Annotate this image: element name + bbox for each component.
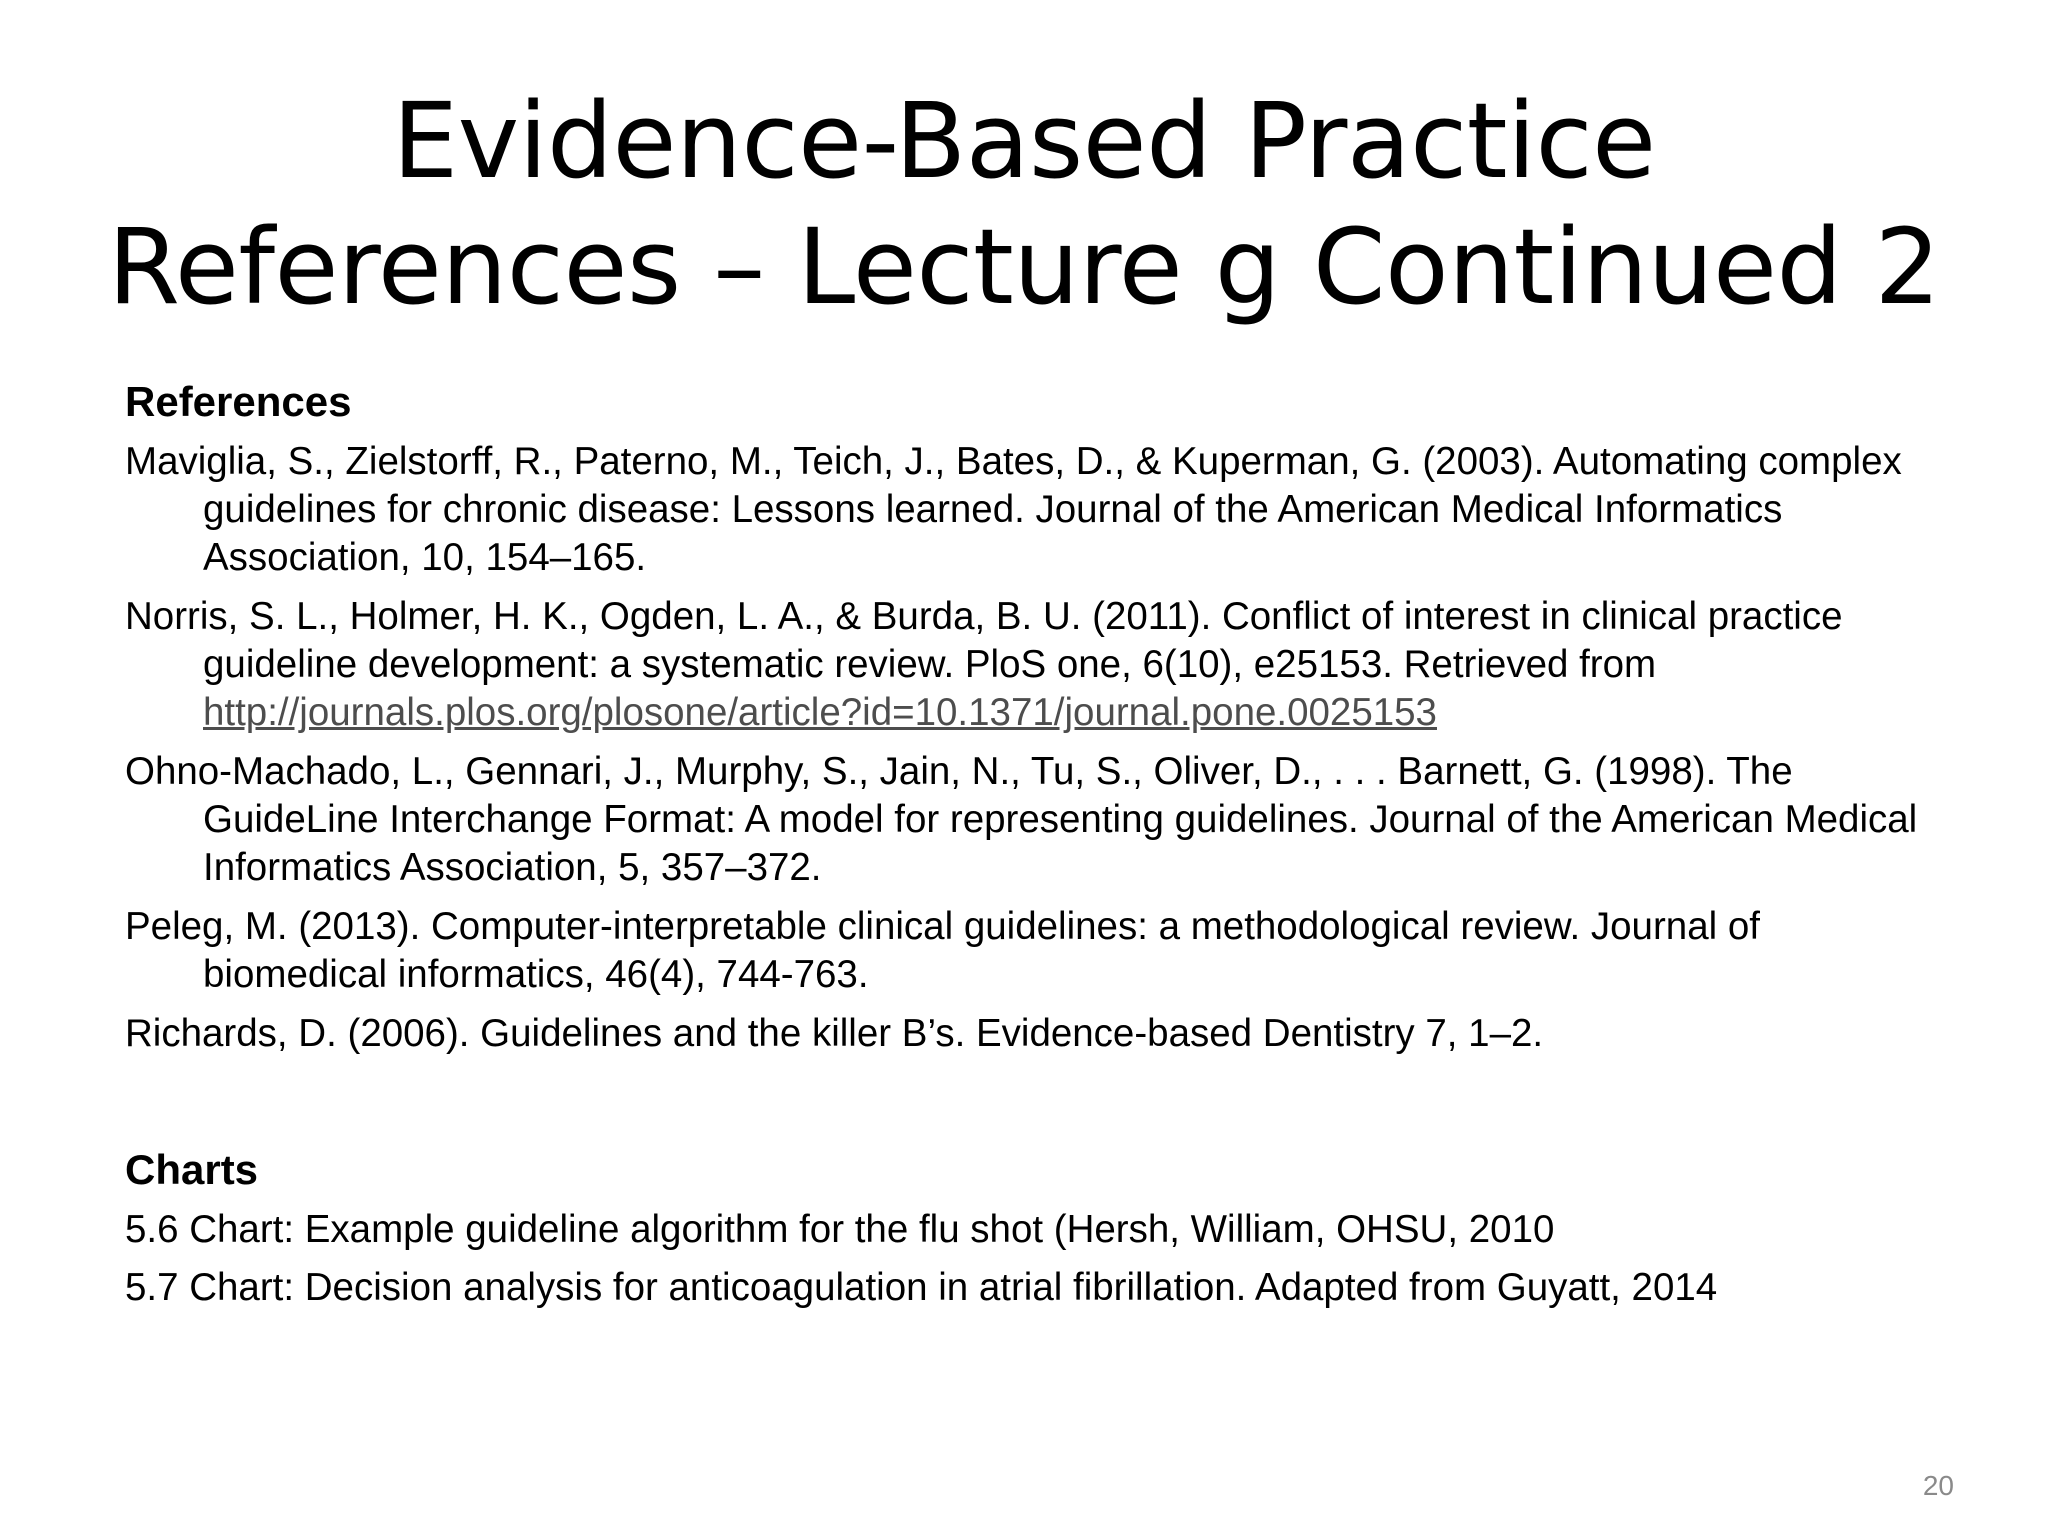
chart-credit-item: 5.6 Chart: Example guideline algorithm for the flu shot (Hersh, William, OHSU, 2010 xyxy=(125,1208,1555,1251)
charts-heading: Charts xyxy=(125,1146,259,1193)
reference-item: Ohno-Machado, L., Gennari, J., Murphy, S., Jain, N., Tu, S., Oliver, D., . . . Barnett, G. (1998). The GuideLine Interchange Format: A model for representing guidelines. Journal of the American Medical Informatics Association, 5, 357–372. xyxy=(125,750,1918,889)
chart-credit-item: 5.7 Chart: Decision analysis for anticoagulation in atrial fibrillation. Adapted from Guyatt, 2014 xyxy=(125,1266,1718,1309)
reference-text: Norris, S. L., Holmer, H. K., Ogden, L. A., & Burda, B. U. (2011). Conflict of interest in clinical practice guideline development: a systematic review. PloS one, 6(10), e25153. Retrieved from xyxy=(125,595,1843,686)
reference-item: Maviglia, S., Zielstorff, R., Paterno, M., Teich, J., Bates, D., & Kuperman, G. (2003). Automating complex guidelines for chronic disease: Lessons learned. Journal of the American Medical Informatics Association, 10, 154–165. xyxy=(125,440,1902,579)
page-number: 20 xyxy=(1922,1470,1954,1501)
reference-item: Richards, D. (2006). Guidelines and the killer B’s. Evidence-based Dentistry 7, 1–2. xyxy=(125,1012,1544,1055)
references-heading: References xyxy=(125,378,352,425)
reference-link[interactable]: http://journals.plos.org/plosone/article?id=10.1371/journal.pone.0025153 xyxy=(203,691,1437,734)
charts-section xyxy=(125,1142,1945,1322)
references-section xyxy=(125,374,1945,1069)
title-line-2: References – Lecture g Continued 2 xyxy=(107,206,1941,328)
title-line-1: Evidence-Based Practice xyxy=(392,80,1656,202)
reference-item: Peleg, M. (2013). Computer-interpretable clinical guidelines: a methodological review. Journal of biomedical informatics, 46(4), 744-763. xyxy=(125,905,1760,996)
reference-item xyxy=(125,593,1945,737)
slide-title xyxy=(0,78,2048,330)
